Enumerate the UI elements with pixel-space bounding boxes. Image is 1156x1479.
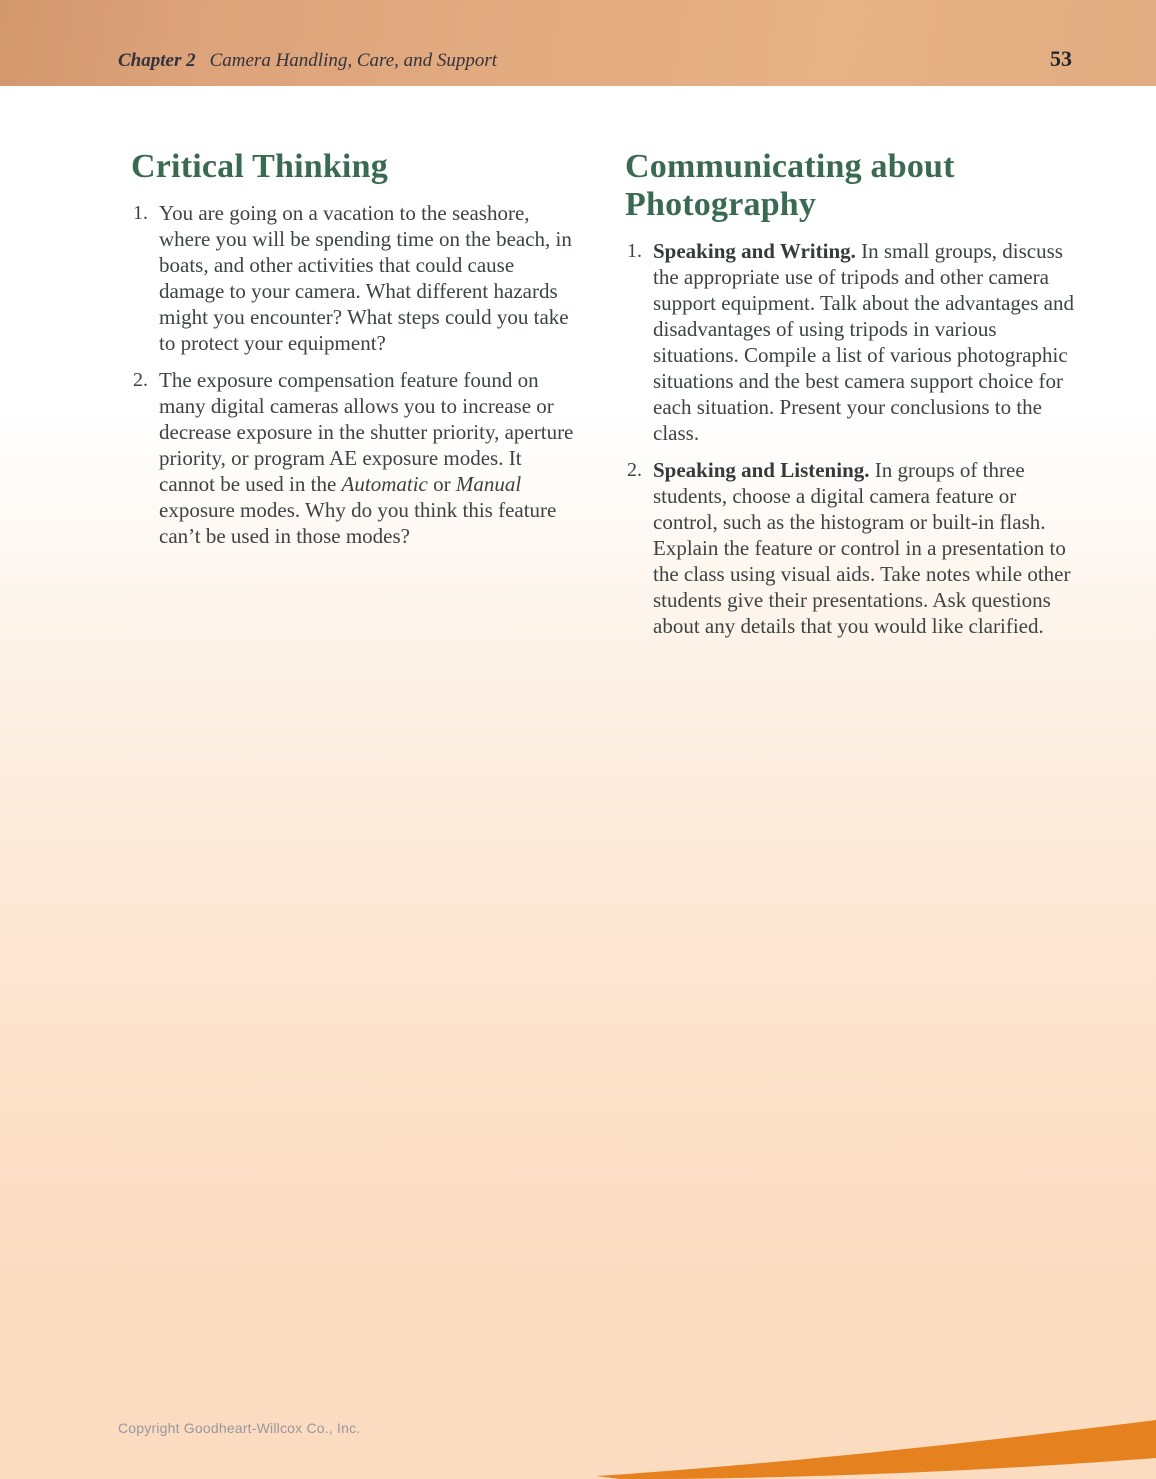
chapter-number-label: Chapter 2 xyxy=(118,50,196,71)
swoosh-orange-band xyxy=(596,1420,1156,1479)
running-head-band xyxy=(0,0,1156,86)
list-item-text: The exposure compensation feature found on many digital cameras allows you to increase or decrease exposure in the shutter priority, aperture priority, or program AE exposure modes. It cannot be used in the Automatic or Manual exposure modes. Why do you think this feature can’t be used in those modes? xyxy=(159,368,574,549)
running-head xyxy=(118,51,497,70)
list-item xyxy=(131,367,579,549)
list-item-number: 1. xyxy=(627,240,642,263)
copyright-line: Copyright Goodheart-Willcox Co., Inc. xyxy=(118,1420,361,1436)
right-column xyxy=(625,148,1074,650)
list-item xyxy=(625,457,1074,639)
list-item-text: Speaking and Writing. In small groups, discuss the appropriate use of tripods and other camera support equipment. Talk about the advantages and disadvantages of using tripods in various situations. Compile a list of various photographic situations and the best camera support choice for each situation. Present your conclusions to the class. xyxy=(653,239,1074,446)
communicating-list xyxy=(625,238,1074,639)
page-content xyxy=(131,148,1074,650)
corner-swoosh-graphic xyxy=(0,1389,1156,1479)
section-heading-communicating: Communicating about Photography xyxy=(625,148,955,224)
list-item-number: 2. xyxy=(627,459,642,482)
list-item-number: 1. xyxy=(133,202,148,225)
list-item-number: 2. xyxy=(133,369,148,392)
list-item xyxy=(131,200,579,356)
list-item xyxy=(625,238,1074,446)
list-item-text: You are going on a vacation to the seashore, where you will be spending time on the beach, in boats, and other activities that could cause damage to your camera. What different hazards might you encounter? What steps could you take to protect your equipment? xyxy=(159,201,572,356)
left-column xyxy=(131,148,579,650)
critical-thinking-list xyxy=(131,200,579,549)
page-number: 53 xyxy=(1050,46,1072,71)
section-heading-critical-thinking: Critical Thinking xyxy=(131,148,388,185)
chapter-title-label: Camera Handling, Care, and Support xyxy=(209,50,498,71)
list-item-text: Speaking and Listening. In groups of three students, choose a digital camera feature or control, such as the histogram or built-in flash. Explain the feature or control in a presentation to the class using visual aids. Take notes while other students give their presentations. Ask questions about any details that you would like clarified. xyxy=(653,458,1071,639)
